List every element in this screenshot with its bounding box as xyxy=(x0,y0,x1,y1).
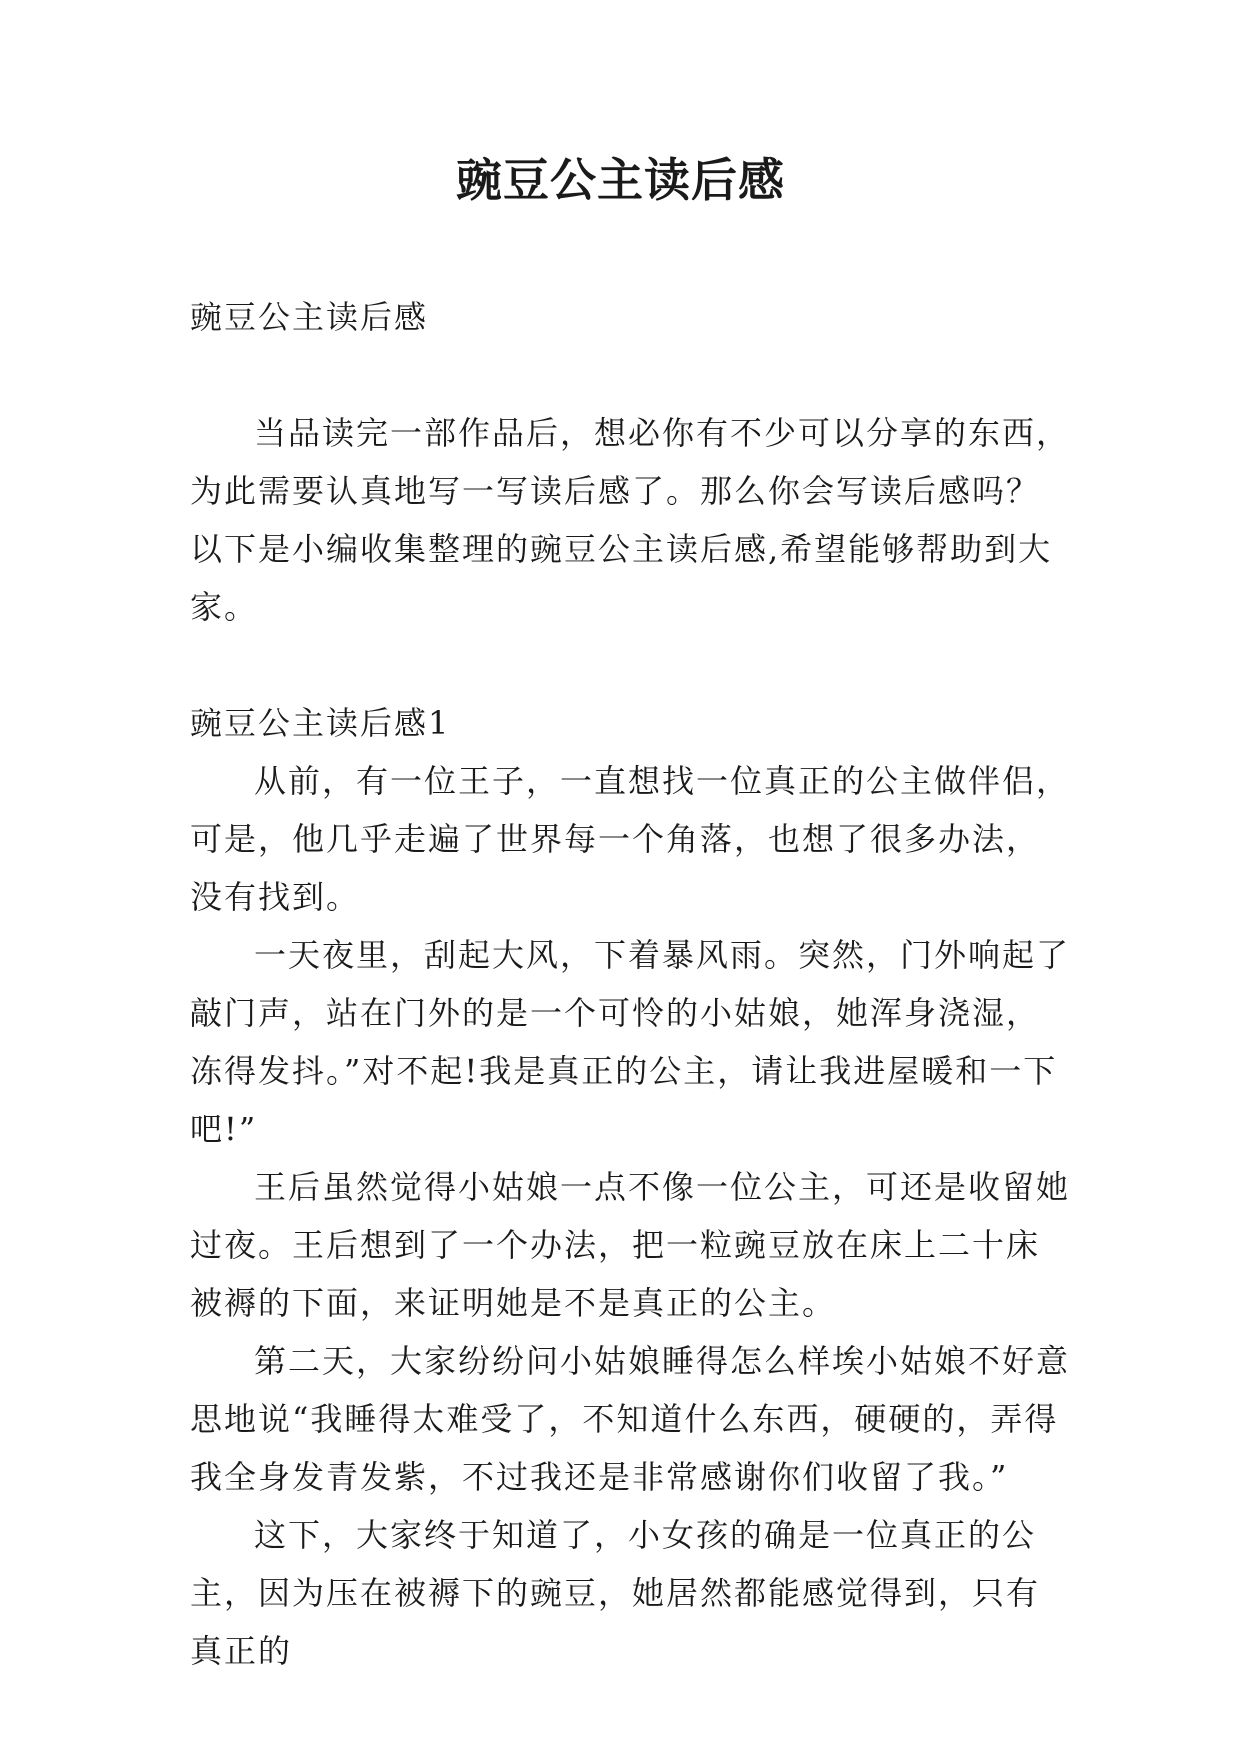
body-paragraph: 从前，有一位王子，一直想找一位真正的公主做伴侣，可是，他几乎走遍了世界每一个角落，也想了很多办法，没有找到。 xyxy=(190,762,1071,916)
document-body xyxy=(190,288,1070,1680)
document-subtitle: 豌豆公主读后感 xyxy=(190,298,429,336)
body-paragraph: 这下，大家终于知道了，小女孩的确是一位真正的公主，因为压在被褥下的豌豆，她居然都能感觉得到，只有真正的 xyxy=(190,1516,1041,1670)
section-heading: 豌豆公主读后感1 xyxy=(190,704,451,742)
spacer xyxy=(190,636,1070,694)
spacer xyxy=(190,346,1070,404)
intro-paragraph: 当品读完一部作品后，想必你有不少可以分享的东西，为此需要认真地写一写读后感了。那么你会写读后感吗？以下是小编收集整理的豌豆公主读后感,希望能够帮助到大家。 xyxy=(190,414,1071,626)
body-paragraph: 王后虽然觉得小姑娘一点不像一位公主，可还是收留她过夜。王后想到了一个办法，把一粒豌豆放在床上二十床被褥的下面，来证明她是不是真正的公主。 xyxy=(190,1168,1071,1322)
document-title: 豌豆公主读后感 xyxy=(456,153,785,207)
body-paragraph: 一天夜里，刮起大风，下着暴风雨。突然，门外响起了敲门声，站在门外的是一个可怜的小姑娘，她浑身浇湿，冻得发抖。”对不起!我是真正的公主，请让我进屋暖和一下吧!” xyxy=(190,936,1071,1148)
body-paragraph: 第二天，大家纷纷问小姑娘睡得怎么样埃小姑娘不好意思地说“我睡得太难受了，不知道什么东西，硬硬的，弄得我全身发青发紫，不过我还是非常感谢你们收留了我。” xyxy=(190,1342,1071,1496)
